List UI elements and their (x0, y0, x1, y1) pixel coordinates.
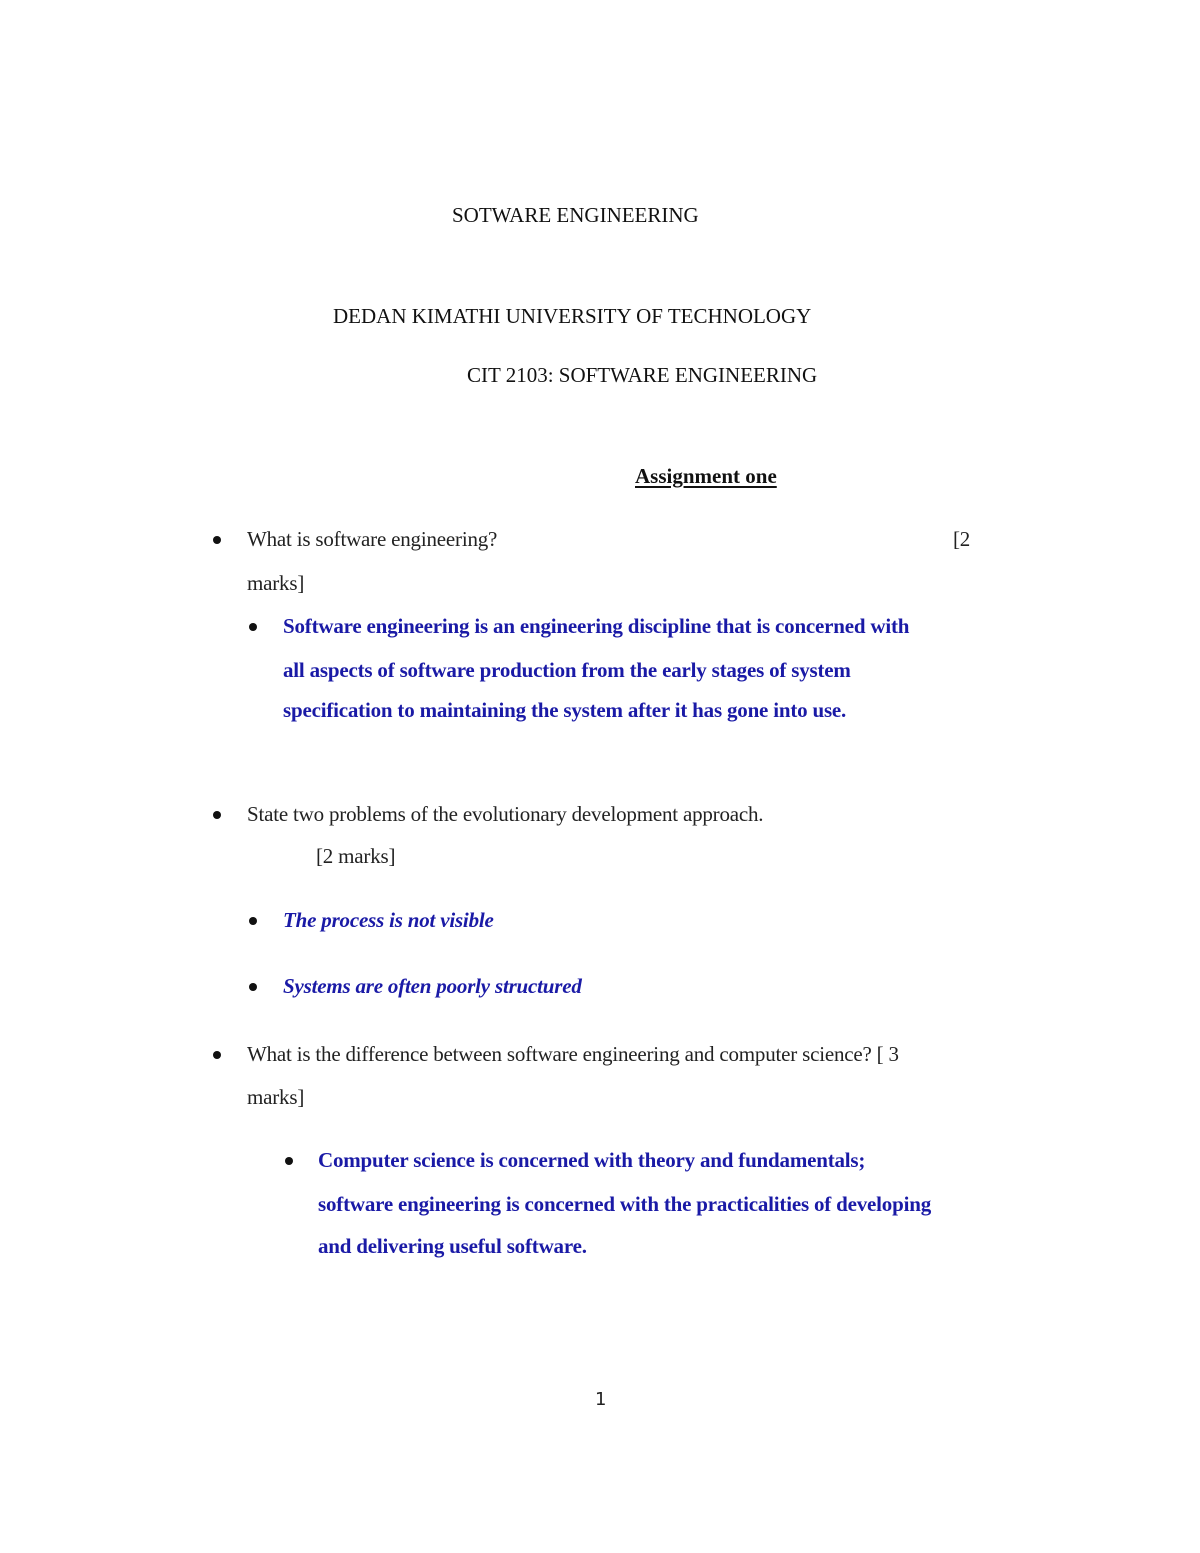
answer-2b: Systems are often poorly structured (283, 974, 582, 998)
question-2-marks: [2 marks] (316, 844, 396, 868)
answer-3-line-2: software engineering is concerned with the practicalities of developing (318, 1192, 931, 1216)
answer-2a: The process is not visible (283, 908, 494, 932)
bullet-icon (213, 536, 221, 544)
course-title: CIT 2103: SOFTWARE ENGINEERING (467, 363, 818, 387)
assignment-title: Assignment one (635, 464, 777, 488)
document-title: SOTWARE ENGINEERING (452, 203, 699, 227)
bullet-icon (213, 811, 221, 819)
question-3-text: What is the difference between software engineering and computer science? [ 3 (247, 1042, 899, 1066)
question-1-marks: [2 (953, 527, 971, 551)
answer-1-line-2: all aspects of software production from the early stages of system (283, 658, 851, 682)
question-2-text: State two problems of the evolutionary development approach. (247, 802, 764, 826)
bullet-icon (249, 983, 257, 991)
answer-1-line-1: Software engineering is an engineering discipline that is concerned with (283, 614, 910, 638)
question-1-text: What is software engineering? (247, 527, 498, 551)
question-3-text-continued: marks] (247, 1085, 305, 1109)
bullet-icon (249, 917, 257, 925)
bullet-icon (213, 1051, 221, 1059)
university-name: DEDAN KIMATHI UNIVERSITY OF TECHNOLOGY (333, 304, 812, 328)
answer-3-line-3: and delivering useful software. (318, 1234, 587, 1258)
question-1-marks-continued: marks] (247, 571, 305, 595)
answer-3-line-1: Computer science is concerned with theory and fundamentals; (318, 1148, 866, 1172)
answer-1-line-3: specification to maintaining the system after it has gone into use. (283, 698, 847, 722)
bullet-icon (249, 623, 257, 631)
bullet-icon (285, 1157, 293, 1165)
page-number: 1 (595, 1389, 607, 1410)
